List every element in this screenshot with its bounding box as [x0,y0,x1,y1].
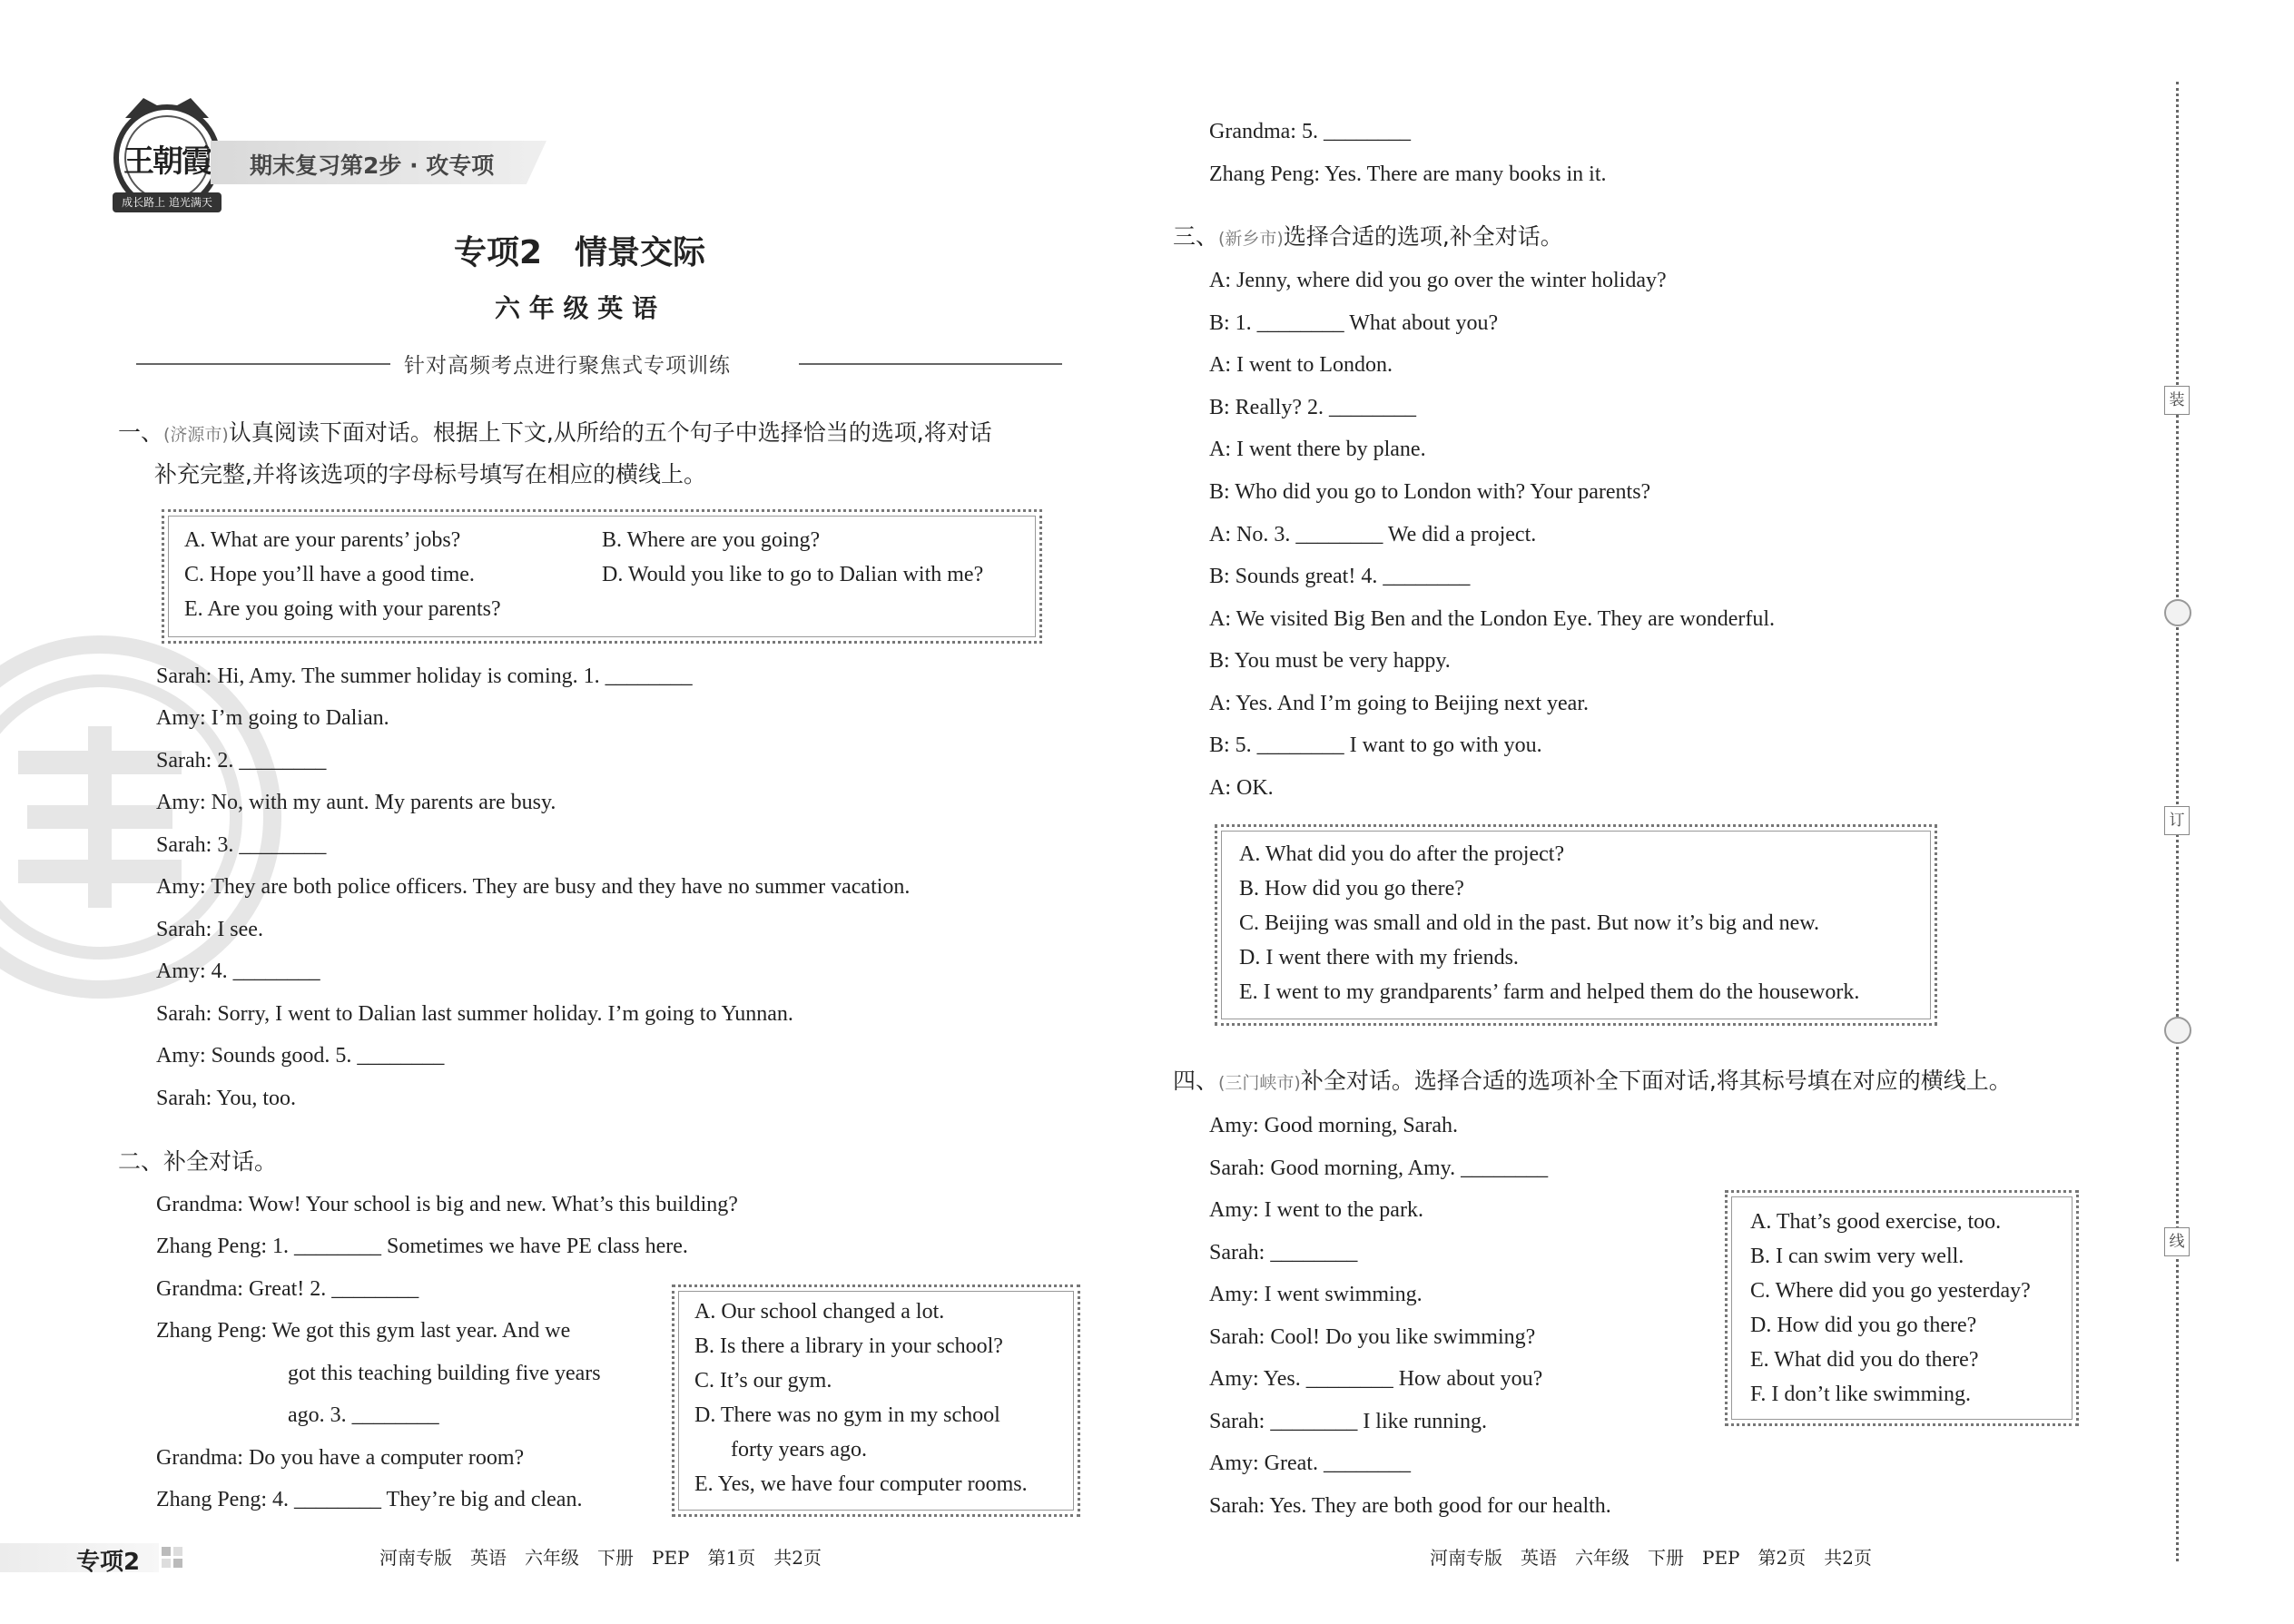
section2-option-d-cont: forty years ago. [731,1438,867,1462]
squares-decoration-icon [162,1547,183,1569]
dialog-line: Sarah: Good morning, Amy. ________ [1209,1156,1549,1180]
section1-option-d: D. Would you like to go to Dalian with me? [602,563,984,586]
section3-instruction-text: 选择合适的选项,补全对话。 [1283,223,1563,250]
section1-instruction-1 [118,419,992,448]
dialog-line: B: Who did you go to London with? Your parents? [1209,480,1651,504]
section2-option-b: B. Is there a library in your school? [694,1334,1003,1358]
dialog-line: Amy: They are both police officers. They are busy and they have no summer vacation. [156,875,911,899]
dialog-line: A: We visited Big Ben and the London Eye. They are wonderful. [1209,607,1776,631]
section3-option-c: C. Beijing was small and old in the past. But now it’s big and new. [1239,911,1820,935]
dialog-line: Amy: 4. ________ [156,960,320,983]
section3-region: (新乡市) [1218,229,1284,249]
section4-option-e: E. What did you do there? [1750,1348,1979,1372]
dialog-line: Sarah: ________ [1209,1241,1358,1265]
dialog-line: Amy: No, with my aunt. My parents are busy. [156,791,556,814]
section4-instruction-text: 补全对话。选择合适的选项补全下面对话,将其标号填在对应的横线上。 [1300,1068,2012,1094]
dialog-line: Grandma: Wow! Your school is big and new. What’s this building? [156,1193,738,1216]
page-title: 专项2 情景交际 [454,234,706,271]
dialog-line: B: You must be very happy. [1209,649,1451,673]
dialog-line: Sarah: You, too. [156,1087,297,1110]
dialog-line: Zhang Peng: 4. ________ They’re big and clean. [156,1488,583,1511]
section1-number: 一、 [118,419,164,446]
dialog-line: Amy: Great. ________ [1209,1452,1411,1475]
dialog-line: A: Jenny, where did you go over the winter holiday? [1209,269,1667,292]
dialog-line: A: I went there by plane. [1209,438,1426,461]
seal-watermark-icon [0,635,281,999]
section1-instruction-text: 认真阅读下面对话。根据上下文,从所给的五个句子中选择恰当的选项,将对话 [228,419,992,446]
section3-option-b: B. How did you go there? [1239,877,1464,901]
binding-mark-1 [2164,386,2190,415]
section4-option-c: C. Where did you go yesterday? [1750,1279,2031,1303]
tagline: 针对高频考点进行聚焦式专项训练 [404,354,731,377]
dialog-line: Zhang Peng: Yes. There are many books in it. [1209,162,1607,186]
dialog-line: Zhang Peng: We got this gym last year. And we [156,1319,571,1343]
dialog-line: Sarah: Sorry, I went to Dalian last summer holiday. I’m going to Yunnan. [156,1002,793,1026]
binding-mark-3 [2164,1227,2190,1256]
dialog-line: Sarah: Yes. They are both good for our health. [1209,1494,1611,1518]
section4-number: 四、 [1173,1068,1219,1094]
dialog-line: A: No. 3. ________ We did a project. [1209,523,1537,546]
dialog-line: Amy: Good morning, Sarah. [1209,1114,1458,1137]
section4-instruction [1173,1068,2012,1097]
dialog-line: Sarah: Hi, Amy. The summer holiday is coming. 1. ________ [156,664,693,688]
section4-option-a: A. That’s good exercise, too. [1750,1210,2002,1234]
dialog-line: B: Really? 2. ________ [1209,396,1416,419]
section3-number: 三、 [1173,223,1219,250]
binding-mark-label: 订 [2169,812,2185,829]
dialog-line: Sarah: 3. ________ [156,833,327,857]
section1-option-b: B. Where are you going? [602,528,821,552]
dialog-line: A: Yes. And I’m going to Beijing next year. [1209,692,1589,715]
binding-hole-1 [2164,599,2191,626]
tagline-rule-left [136,363,390,365]
dialog-line: Grandma: Great! 2. ________ [156,1277,419,1301]
section1-region: (济源市) [163,425,229,445]
section2-option-a: A. Our school changed a lot. [694,1300,945,1324]
dialog-line: Sarah: ________ I like running. [1209,1410,1487,1433]
dialog-line: Amy: I went to the park. [1209,1198,1423,1222]
binding-hole-2 [2164,1017,2191,1044]
dialog-line: B: 1. ________ What about you? [1209,311,1499,335]
dialog-line: Amy: I went swimming. [1209,1283,1423,1306]
footer-badge: 专项2 [76,1549,141,1576]
dialog-line: Zhang Peng: 1. ________ Sometimes we have PE class here. [156,1235,688,1258]
dialog-line: Amy: I’m going to Dalian. [156,706,389,730]
footer-left: 河南专版 英语 六年级 下册 PEP 第1页 共2页 [379,1547,822,1569]
section4-option-d: D. How did you go there? [1750,1314,1977,1337]
dialog-line: Sarah: 2. ________ [156,749,327,773]
section3-option-a: A. What did you do after the project? [1239,842,1565,866]
dialog-line: Sarah: Cool! Do you like swimming? [1209,1325,1536,1349]
step-banner: 期末复习第2步 · 攻专项 [250,153,495,179]
section1-option-e: E. Are you going with your parents? [184,597,501,621]
logo-name: 王朝霞 [123,143,211,180]
section1-option-a: A. What are your parents’ jobs? [184,528,461,552]
dialog-line: A: OK. [1209,776,1274,800]
section4-option-f: F. I don’t like swimming. [1750,1383,1971,1406]
dialog-line: A: I went to London. [1209,353,1393,377]
dialog-line: Amy: Sounds good. 5. ________ [156,1044,445,1068]
footer-squares [162,1547,183,1569]
dialog-line: Sarah: I see. [156,918,263,941]
section3-instruction [1173,223,1563,252]
dialog-line: B: Sounds great! 4. ________ [1209,565,1471,588]
footer-right: 河南专版 英语 六年级 下册 PEP 第2页 共2页 [1430,1547,1872,1569]
tagline-rule-right [799,363,1062,365]
binding-mark-2 [2164,806,2190,835]
section1-instruction-2: 补充完整,并将该选项的字母标号填写在相应的横线上。 [154,461,706,487]
dialog-line: Amy: Yes. ________ How about you? [1209,1367,1543,1391]
section4-option-b: B. I can swim very well. [1750,1245,1964,1268]
section1-option-c: C. Hope you’ll have a good time. [184,563,475,586]
dialog-line: B: 5. ________ I want to go with you. [1209,733,1542,757]
dialog-line: Grandma: 5. ________ [1209,120,1411,143]
logo-slogan: 成长路上 追光满天 [122,196,212,209]
binding-mark-label: 装 [2169,391,2185,408]
watermark-seal [0,635,281,999]
section2-option-e: E. Yes, we have four computer rooms. [694,1472,1028,1496]
section2-heading: 二、补全对话。 [118,1148,278,1175]
page-subtitle: 六 年 级 英 语 [495,293,657,323]
section3-option-e: E. I went to my grandparents’ farm and helped them do the housework. [1239,980,1860,1004]
section3-option-d: D. I went there with my friends. [1239,946,1519,969]
section2-option-c: C. It’s our gym. [694,1369,832,1393]
dialog-line: ago. 3. ________ [288,1403,439,1427]
section4-region: (三门峡市) [1218,1073,1301,1093]
section2-option-d: D. There was no gym in my school [694,1403,1000,1427]
dialog-line: got this teaching building five years [288,1362,601,1385]
binding-mark-label: 线 [2169,1233,2185,1250]
dialog-line: Grandma: Do you have a computer room? [156,1446,525,1470]
